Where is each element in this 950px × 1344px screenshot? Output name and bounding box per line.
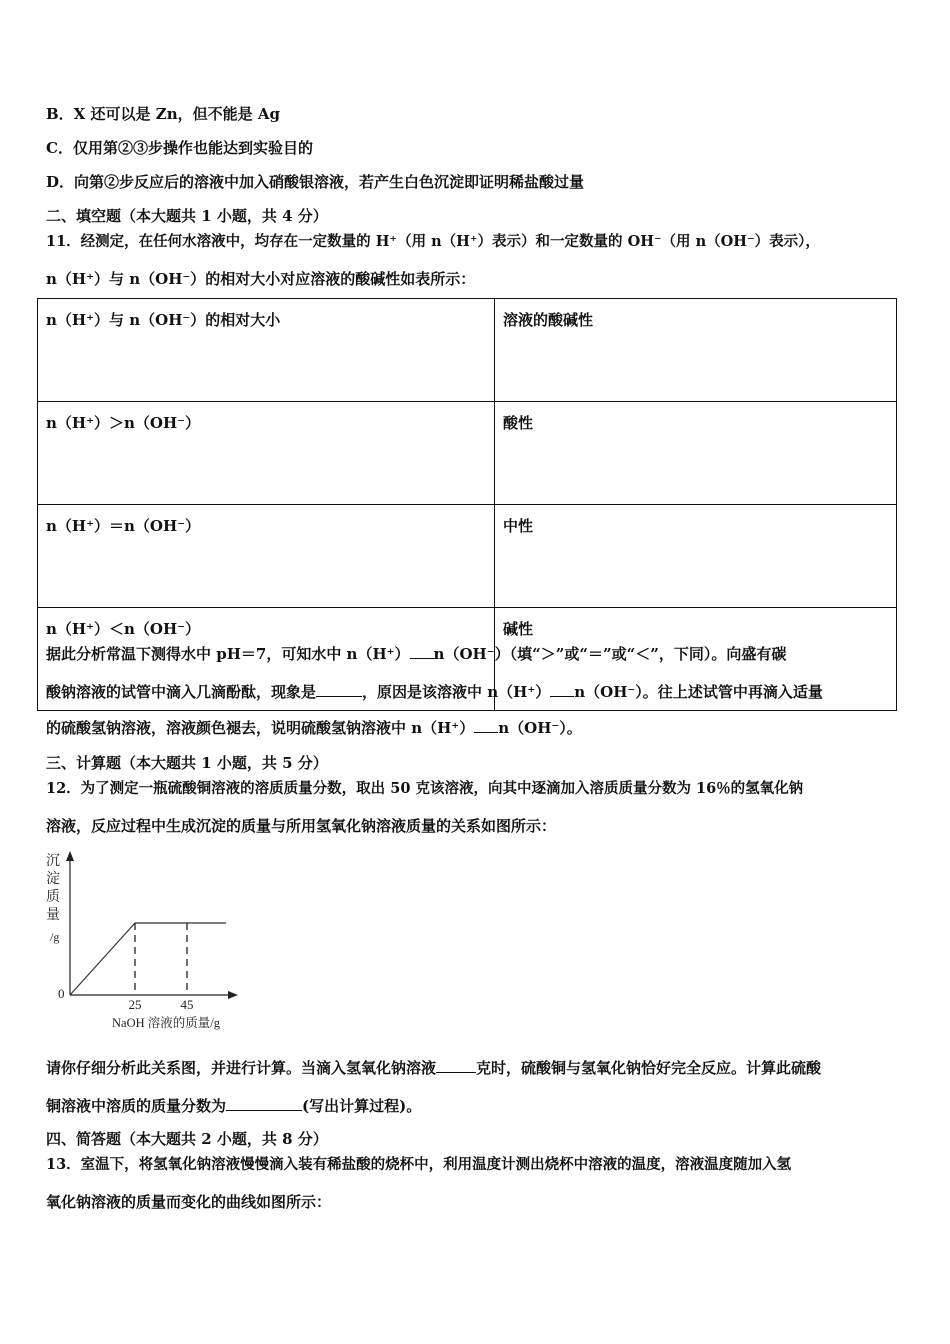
x-tick-label: 25 xyxy=(128,997,142,1012)
answer-blank xyxy=(410,645,434,659)
text-segment: n（OH⁻）。 xyxy=(498,719,582,737)
answer-blank xyxy=(474,719,498,733)
answer-blank xyxy=(550,683,574,697)
table-cell: n（H⁺）＜n（OH⁻） xyxy=(38,608,495,711)
q13-line1: 13．室温下，将氢氧化钠溶液慢慢滴入装有稀盐酸的烧杯中，利用温度计测出烧杯中溶液的温度，溶液温度随加入氢 xyxy=(46,1156,792,1173)
q13-line2: 氧化钠溶液的质量而变化的曲线如图所示： xyxy=(46,1193,332,1211)
section2-heading: 二、填空题（本大题共 1 小题，共 4 分） xyxy=(46,207,328,225)
table-header-row xyxy=(38,299,897,402)
text-segment: 酸钠溶液的试管中滴入几滴酚酞，现象是 xyxy=(46,683,317,701)
table-cell: n（H⁺）＞n（OH⁻） xyxy=(38,402,495,505)
y-axis-label-char: 质 xyxy=(46,890,60,905)
q11-line1: 11．经测定，在任何水溶液中，均存在一定数量的 H⁺（用 n（H⁺）表示）和一定数量的 OH⁻（用 n（OH⁻）表示）， xyxy=(46,233,820,250)
text-segment: 铜溶液中溶质的质量分数为 xyxy=(46,1097,227,1115)
text-segment: 据此分析常温下测得水中 pH＝7，可知水中 n（H⁺） xyxy=(46,645,410,663)
y-axis-arrow xyxy=(66,851,74,861)
option-b: B．X 还可以是 Zn，但不能是 Ag xyxy=(46,105,280,123)
series-line xyxy=(70,923,226,995)
q12-line1: 12．为了测定一瓶硫酸铜溶液的溶质质量分数，取出 50 克该溶液，向其中逐滴加入溶质质量分数为 16％的氢氧化钠 xyxy=(46,780,804,797)
precipitate-chart xyxy=(40,845,250,1035)
x-axis-label: NaOH 溶液的质量/g xyxy=(112,1016,220,1030)
text-segment: ，原因是该溶液中 n（H⁺） xyxy=(362,683,551,701)
x-tick-label: 45 xyxy=(180,997,194,1012)
table-cell: n（H⁺）＝n（OH⁻） xyxy=(38,505,495,608)
q12-after-line2 xyxy=(46,1095,421,1116)
answer-blank xyxy=(226,1097,302,1111)
x-axis-arrow xyxy=(228,991,238,999)
table-row xyxy=(38,402,897,505)
table-cell: 中性 xyxy=(495,505,897,608)
q11-after-line3 xyxy=(46,717,582,738)
q12-line2: 溶液，反应过程中生成沉淀的质量与所用氢氧化钠溶液质量的关系如图所示： xyxy=(46,817,557,835)
table-cell: 酸性 xyxy=(495,402,897,505)
q11-after-line1 xyxy=(46,643,786,664)
y-axis-label-char: 沉 xyxy=(46,854,60,869)
text-segment: 的硫酸氢钠溶液，溶液颜色褪去，说明硫酸氢钠溶液中 n（H⁺） xyxy=(46,719,475,737)
y-axis-label-char: 淀 xyxy=(46,872,60,887)
q11-after-line2 xyxy=(46,681,823,702)
text-segment: 克时，硫酸铜与氢氧化钠恰好完全反应。计算此硫酸 xyxy=(476,1059,822,1077)
table-row xyxy=(38,505,897,608)
q12-after-line1 xyxy=(46,1057,821,1078)
answer-blank xyxy=(316,683,362,697)
y-axis-label-char: 量 xyxy=(46,908,60,923)
origin-label: 0 xyxy=(58,986,65,1001)
y-axis-unit: /g xyxy=(50,930,60,944)
text-segment: n（OH⁻）（填“＞”或“＝”或“＜”，下同）。向盛有碳 xyxy=(433,645,787,663)
section4-heading: 四、简答题（本大题共 2 小题，共 8 分） xyxy=(46,1130,328,1148)
q11-line2: n（H⁺）与 n（OH⁻）的相对大小对应溶液的酸碱性如表所示： xyxy=(46,270,476,288)
section3-heading: 三、计算题（本大题共 1 小题，共 5 分） xyxy=(46,754,328,772)
y-label-group xyxy=(46,853,60,944)
table-header-cell: n（H⁺）与 n（OH⁻）的相对大小 xyxy=(38,299,495,402)
text-segment: 请你仔细分析此关系图，并进行计算。当滴入氢氧化钠溶液 xyxy=(46,1059,437,1077)
option-c: C．仅用第②③步操作也能达到实验目的 xyxy=(46,139,313,157)
table-cell: 碱性 xyxy=(495,608,897,711)
table-header-cell: 溶液的酸碱性 xyxy=(495,299,897,402)
answer-blank xyxy=(436,1059,476,1073)
option-d: D．向第②步反应后的溶液中加入硝酸银溶液，若产生白色沉淀即证明稀盐酸过量 xyxy=(46,173,585,191)
text-segment: (写出计算过程)。 xyxy=(302,1097,422,1115)
text-segment: n（OH⁻）。往上述试管中再滴入适量 xyxy=(574,683,823,701)
